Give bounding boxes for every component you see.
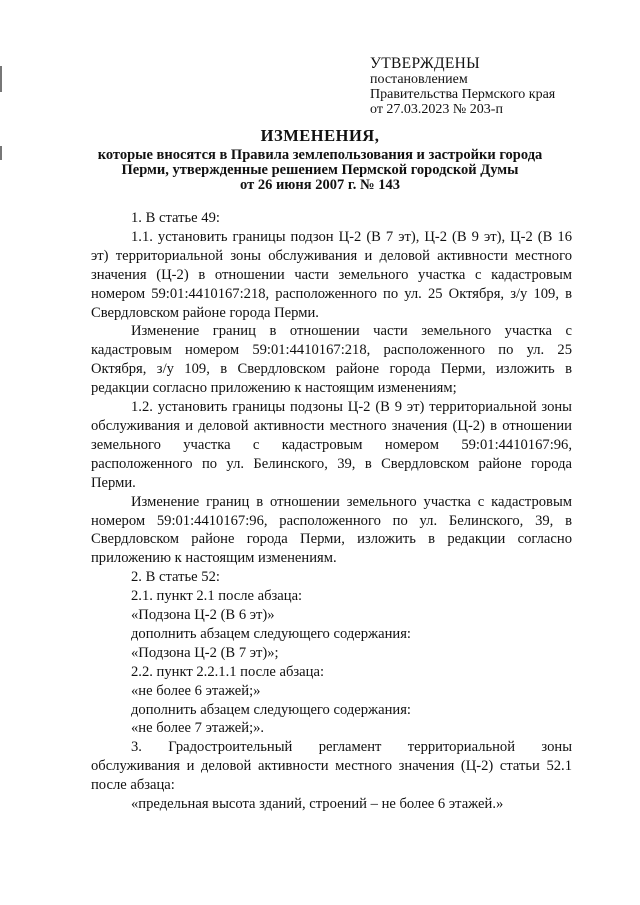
approval-line: от 27.03.2023 № 203-п: [370, 102, 503, 117]
document-subtitle: от 26 июня 2007 г. № 143: [240, 177, 400, 193]
paragraph: 1.1. установить границы подзон Ц-2 (В 7 эт), Ц-2 (В 9 эт), Ц-2 (В 16 эт) территориальной зоны обслуживания и деловой активности местного значения (Ц-2) в отношении части земельного участка с кадастровым номером 59:01:4410167:218, расположенного по ул. 25 Октября, з/у 109, в Свердловском районе города Перми.: [91, 228, 572, 321]
document-subtitle: Перми, утвержденные решением Пермской городской Думы: [121, 162, 519, 178]
paragraph: 2.1. пункт 2.1 после абзаца:: [131, 588, 303, 605]
approval-line: постановлением: [370, 72, 468, 87]
paragraph: 2.2. пункт 2.2.1.1 после абзаца:: [131, 663, 325, 680]
paragraph: дополнить абзацем следующего содержания:: [131, 701, 411, 718]
approval-heading: УТВЕРЖДЕНЫ: [370, 55, 480, 72]
paragraph: дополнить абзацем следующего содержания:: [131, 625, 411, 642]
paragraph: «предельная высота зданий, строений – не более 6 этажей.»: [131, 796, 504, 813]
document-subtitle: которые вносятся в Правила землепользования и застройки города: [97, 147, 543, 163]
scan-edge-mark: [0, 66, 2, 92]
paragraph: «Подзона Ц-2 (В 6 эт)»: [131, 607, 275, 624]
paragraph: «Подзона Ц-2 (В 7 эт)»;: [131, 644, 279, 661]
document-title: ИЗМЕНЕНИЯ,: [260, 126, 380, 145]
document-body: [91, 209, 572, 814]
paragraph: 3. Градостроительный регламент территориальной зоны обслуживания и деловой активности местного значения (Ц-2) статьи 52.1 после абзаца:: [91, 739, 572, 794]
paragraph: «не более 7 этажей;».: [131, 720, 265, 737]
approval-line: Правительства Пермского края: [370, 87, 556, 102]
approval-stamp: [370, 56, 555, 117]
paragraph: «не более 6 этажей;»: [131, 682, 261, 699]
paragraph: Изменение границ в отношении части земельного участка с кадастровым номером 59:01:4410167:218, расположенного по ул. 25 Октября, з/у 109, в Свердловском районе города Перми, изложить в редакции согласно приложению к настоящим изменениям;: [91, 323, 572, 397]
paragraph: Изменение границ в отношении земельного участка с кадастровым номером 59:01:4410167:96, расположенного по ул. Белинского, 39, в Свердловском районе города Перми, изложить в редакции согласно приложению к настоящим изменениям.: [91, 493, 572, 567]
paragraph: 2. В статье 52:: [131, 569, 220, 586]
paragraph: 1. В статье 49:: [131, 210, 220, 226]
paragraph: 1.2. установить границы подзоны Ц-2 (В 9 эт) территориальной зоны обслуживания и деловой активности местного значения (Ц-2) в отношении земельного участка с кадастровым номером 59:01:4410167:96, расположенного по ул. Белинского, 39, в Свердловском районе города Перми.: [91, 399, 572, 491]
